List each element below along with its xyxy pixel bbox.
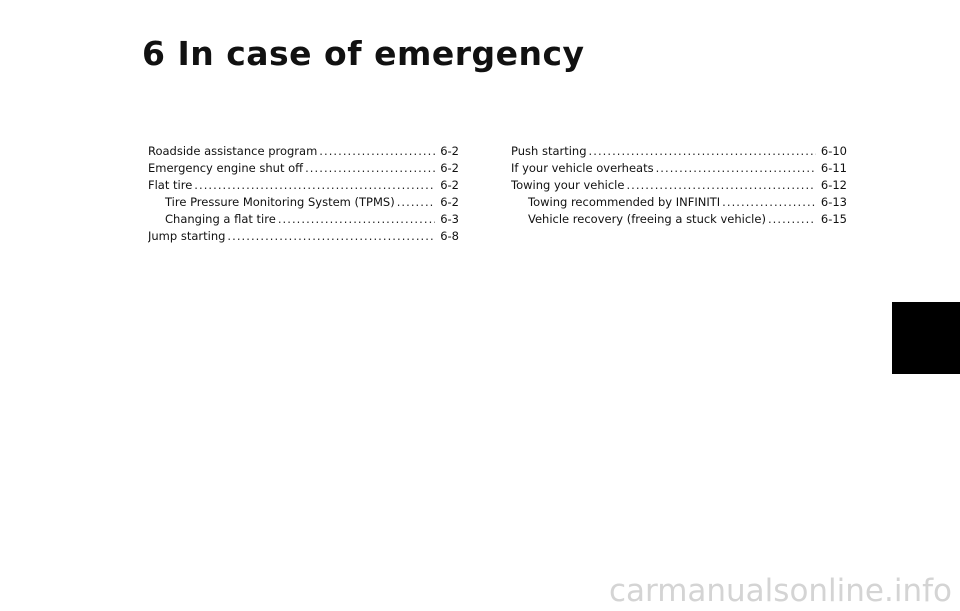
toc-entry-page: 6-2 [440,144,459,158]
toc-entry-roadside-assistance[interactable] [148,143,459,160]
toc-entry-label: Emergency engine shut off [148,161,304,175]
dot-leader [768,211,816,228]
chapter-title: 6 In case of emergency [142,34,585,73]
toc-entry-page: 6-11 [820,161,847,175]
toc-entry-label: Roadside assistance program [148,144,318,158]
toc-right-column [511,143,847,228]
dot-leader [278,211,435,228]
toc-entry-engine-shut-off[interactable] [148,160,459,177]
dot-leader [305,160,435,177]
toc-entry-label: Vehicle recovery (freeing a stuck vehicle) [528,212,766,226]
toc-entry-label: If your vehicle overheats [511,161,654,175]
toc-entry-label: Towing your vehicle [511,178,625,192]
toc-entry-page: 6-12 [820,178,847,192]
toc-entry-changing-flat-tire[interactable] [148,211,459,228]
toc-entry-flat-tire[interactable] [148,177,459,194]
dot-leader [626,177,815,194]
dot-leader [722,194,816,211]
toc-entry-label: Towing recommended by INFINITI [528,195,721,209]
chapter-thumb-tab [892,302,960,374]
toc-entry-vehicle-overheats[interactable] [511,160,847,177]
dot-leader [319,143,435,160]
toc-entry-page: 6-10 [820,144,847,158]
toc-entry-towing-vehicle[interactable] [511,177,847,194]
toc-entry-page: 6-13 [820,195,847,209]
dot-leader [589,143,816,160]
dot-leader [194,177,435,194]
toc-entry-jump-starting[interactable] [148,228,459,245]
toc-entry-page: 6-8 [440,229,459,243]
toc-entry-label: Tire Pressure Monitoring System (TPMS) [165,195,395,209]
toc-entry-label: Changing a flat tire [165,212,276,226]
toc-entry-towing-recommended[interactable] [511,194,847,211]
toc-entry-page: 6-2 [440,161,459,175]
toc-entry-page: 6-15 [820,212,847,226]
toc-left-column [148,143,459,245]
toc-entry-label: Flat tire [148,178,193,192]
dot-leader [227,228,435,245]
watermark: carmanualsonline.info [608,573,952,609]
toc-entry-page: 6-2 [440,178,459,192]
dot-leader [656,160,816,177]
toc-entry-page: 6-2 [440,195,459,209]
toc-entry-page: 6-3 [440,212,459,226]
toc-entry-vehicle-recovery[interactable] [511,211,847,228]
toc-entry-label: Push starting [511,144,587,158]
toc-entry-label: Jump starting [148,229,226,243]
toc-entry-push-starting[interactable] [511,143,847,160]
dot-leader [397,194,436,211]
toc-entry-tpms[interactable] [148,194,459,211]
